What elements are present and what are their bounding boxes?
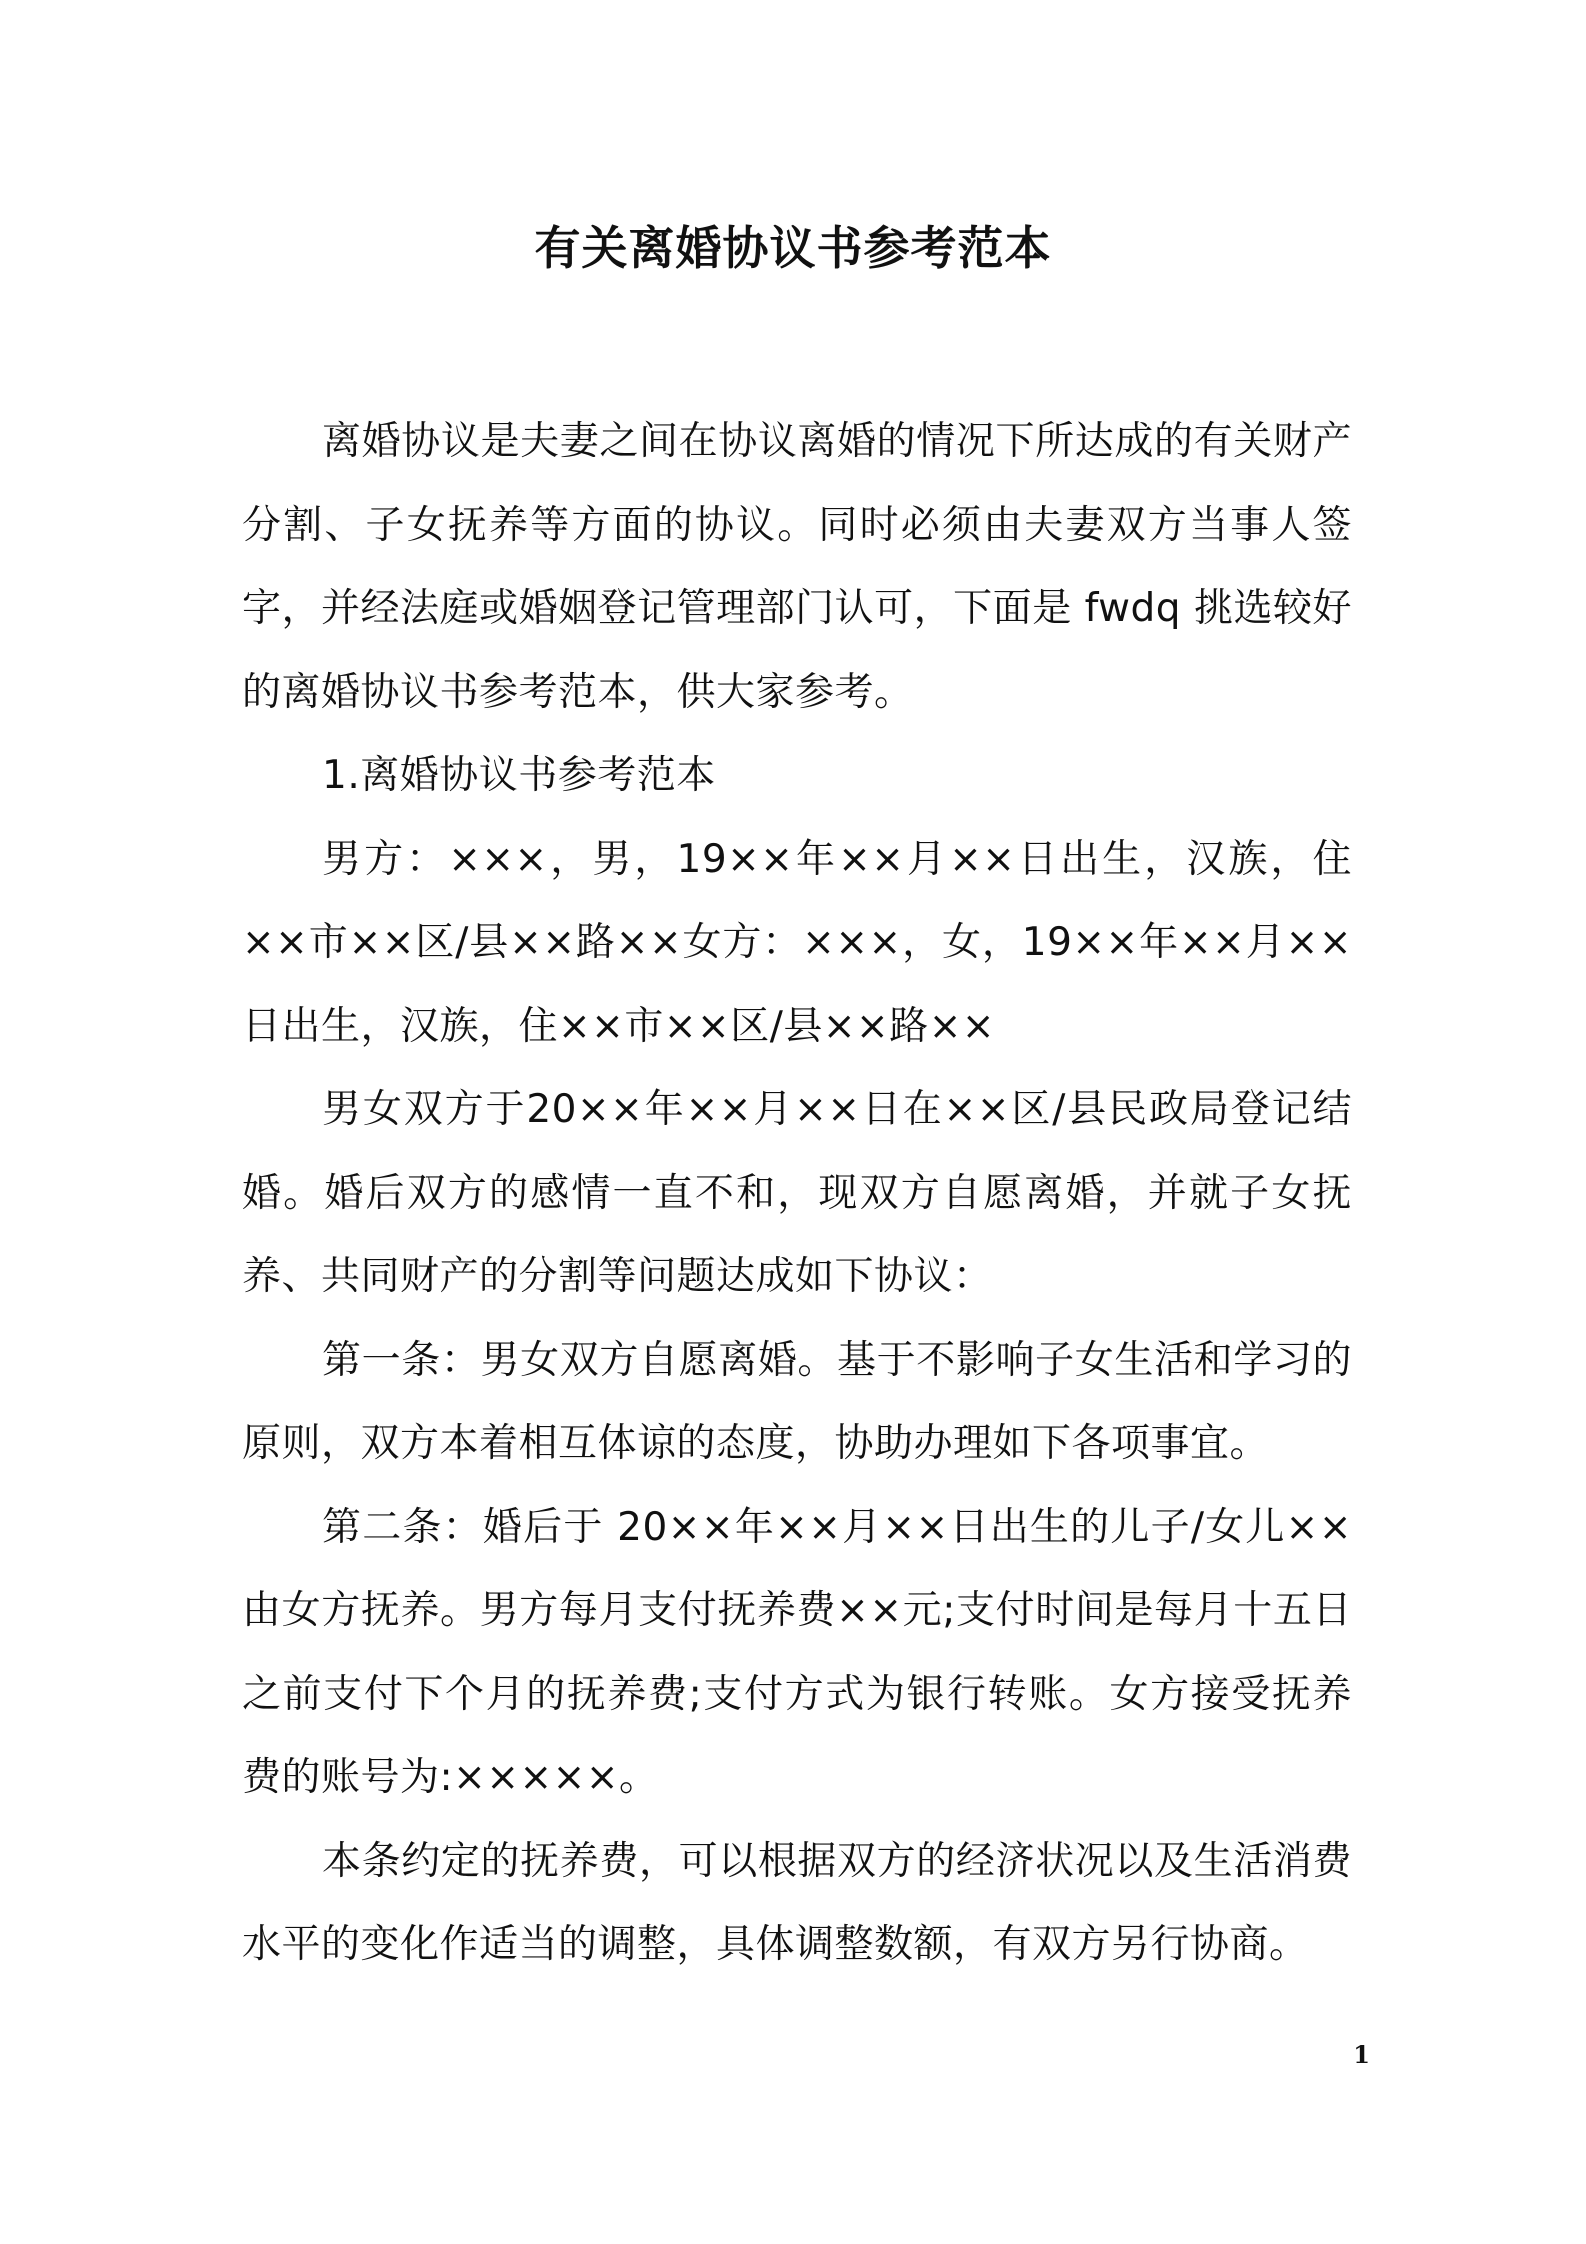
paragraph-article-2: 第二条：婚后于 20××年××月××日出生的儿子/女儿××由女方抚养。男方每月支付抚养费××元;支付时间是每月十五日之前支付下个月的抚养费;支付方式为银行转账。女方接受抚养费的账号为:×××××。 xyxy=(242,1504,1352,1800)
paragraph-marriage-info: 男女双方于20××年××月××日在××区/县民政局登记结婚。婚后双方的感情一直不和，现双方自愿离婚，并就子女抚养、共同财产的分割等问题达成如下协议： xyxy=(242,1087,1352,1299)
paragraph-support-adjustment: 本条约定的抚养费，可以根据双方的经济状况以及生活消费水平的变化作适当的调整，具体调整数额，有双方另行协商。 xyxy=(242,1838,1352,1967)
document-title: 有关离婚协议书参考范本 xyxy=(534,221,1052,275)
page-number: 1 xyxy=(1353,2040,1370,2069)
document-body xyxy=(242,400,1352,1987)
paragraph-section-heading: 1.离婚协议书参考范本 xyxy=(322,753,716,798)
paragraph-intro: 离婚协议是夫妻之间在协议离婚的情况下所达成的有关财产分割、子女抚养等方面的协议。同时必须由夫妻双方当事人签字，并经法庭或婚姻登记管理部门认可，下面是 fwdq 挑选较好的离婚协议书参考范本，供大家参考。 xyxy=(242,419,1352,715)
paragraph-article-1: 第一条：男女双方自愿离婚。基于不影响子女生活和学习的原则，双方本着相互体谅的态度，协助办理如下各项事宜。 xyxy=(242,1337,1352,1466)
paragraph-parties: 男方：×××，男，19××年××月××日出生，汉族，住××市××区/县××路××女方：×××，女，19××年××月××日出生，汉族，住××市××区/县××路×× xyxy=(242,836,1352,1049)
